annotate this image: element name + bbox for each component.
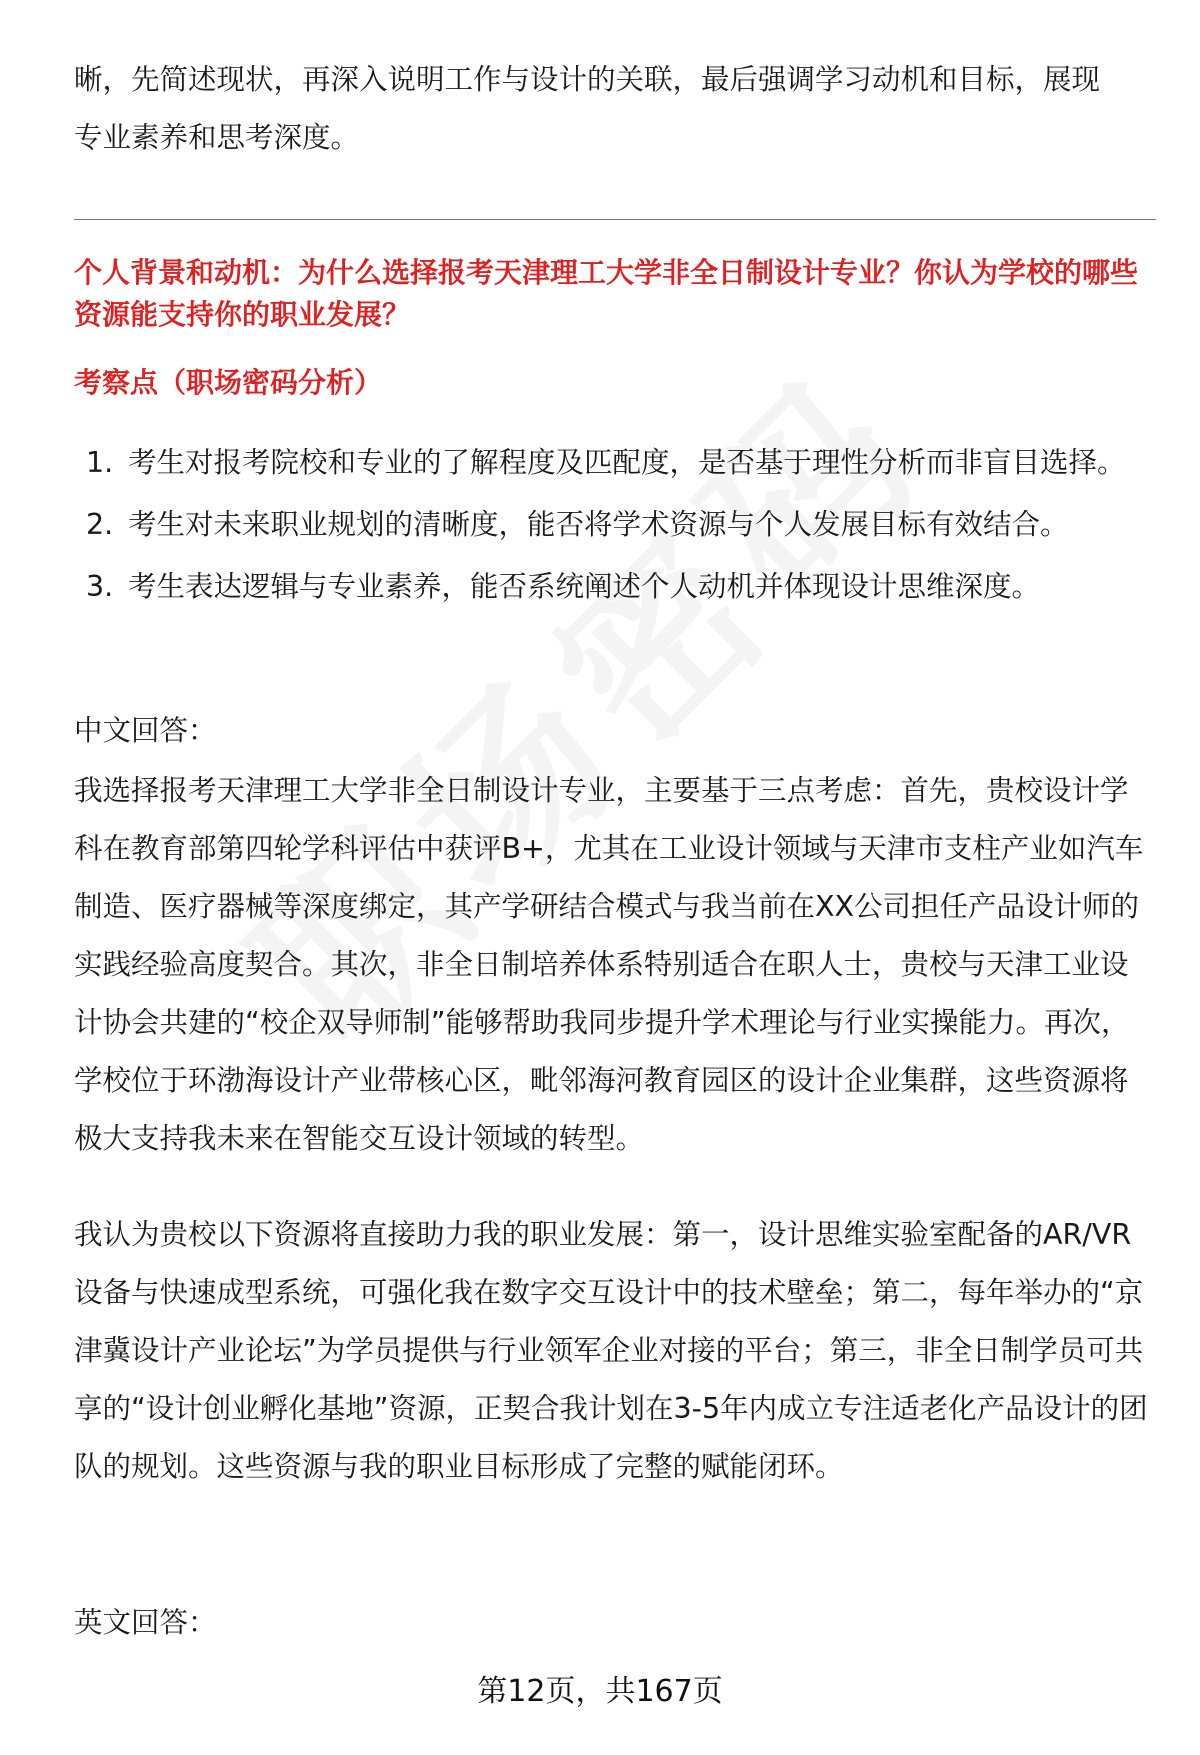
intro-line-2: 专业素养和思考深度。 [74,121,360,154]
answer-en-label: 英文回答： [74,1606,217,1639]
list-item-text: 考生对报考院校和专业的了解程度及匹配度，是否基于理性分析而非盲目选择。 [128,446,1126,479]
section-label: 考察点（职场密码分析） [74,366,383,399]
page-number: 第12页，共167页 [477,1674,723,1709]
assessment-points-list [74,434,1156,620]
list-item [74,558,1156,616]
list-item-number: 3. [86,570,114,603]
intro-paragraph [74,51,1154,167]
list-item [74,434,1156,492]
list-item-number: 2. [86,508,114,541]
section-divider [74,219,1156,220]
list-item-number: 1. [86,446,114,479]
answer-cn-paragraph-2: 我认为贵校以下资源将直接助力我的职业发展：第一，设计思维实验室配备的AR/VR设备与快速成型系统，可强化我在数字交互设计中的技术壁垒；第二，每年举办的“京津冀设计产业论坛”为学员提供与行业领军企业对接的平台；第三，非全日制学员可共享的“设计创业孵化基地”资源，正契合我计划在3-5年内成立专注适老化产品设计的团队的规划。这些资源与我的职业目标形成了完整的赋能闭环。 [74,1218,1148,1483]
answer-cn-paragraph-1: 我选择报考天津理工大学非全日制设计专业，主要基于三点考虑：首先，贵校设计学科在教育部第四轮学科评估中获评B+，尤其在工业设计领域与天津市支柱产业如汽车制造、医疗器械等深度绑定，其产学研结合模式与我当前在XX公司担任产品设计师的实践经验高度契合。其次，非全日制培养体系特别适合在职人士，贵校与天津工业设计协会共建的“校企双导师制”能够帮助我同步提升学术理论与行业实操能力。再次，学校位于环渤海设计产业带核心区，毗邻海河教育园区的设计企业集群，这些资源将极大支持我未来在智能交互设计领域的转型。 [74,774,1144,1155]
intro-line-1: 晰，先简述现状，再深入说明工作与设计的关联，最后强调学习动机和目标，展现 [74,63,1101,96]
list-item [74,496,1156,554]
question-title: 个人背景和动机：为什么选择报考天津理工大学非全日制设计专业？你认为学校的哪些资源能支持你的职业发展？ [74,256,1139,331]
list-item-text: 考生对未来职业规划的清晰度，能否将学术资源与个人发展目标有效结合。 [128,508,1069,541]
answer-cn-label: 中文回答： [74,714,217,747]
list-item-text: 考生表达逻辑与专业素养，能否系统阐述个人动机并体现设计思维深度。 [128,570,1041,603]
